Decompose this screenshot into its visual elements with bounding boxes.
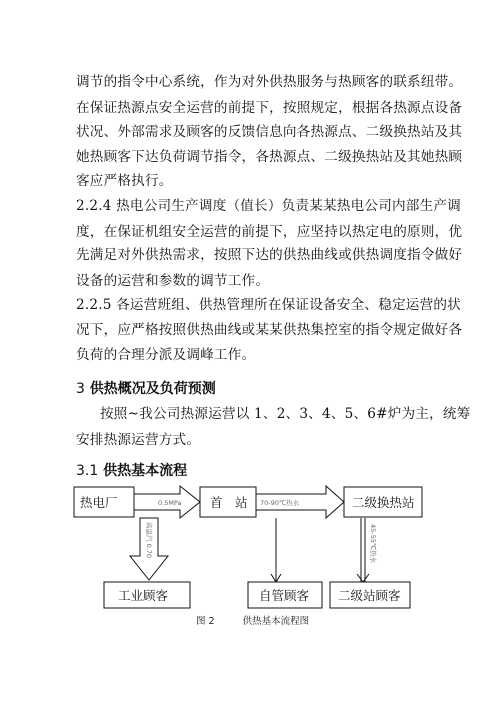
figure-title: 供热基本流程图 xyxy=(242,616,310,627)
paragraph-line: 安排热源运营方式。 xyxy=(76,432,201,448)
paragraph-line: 负荷的合理分派及调峰工作。 xyxy=(76,347,256,363)
paragraph-line: 状况、外部需求及顾客的反馈信息向各热源点、二级换热站及其 xyxy=(76,124,463,140)
paragraph-line: 先满足对外供热需求，按照下达的供热曲线或供热调度指令做好 xyxy=(76,247,463,263)
paragraph-line: 按照~我公司热源运营以 1、2、3、4、5、6#炉为主，统筹 xyxy=(100,406,471,422)
paragraph-line: 调节的指令中心系统，作为对外供热服务与热顾客的联系纽带。 xyxy=(76,74,463,90)
section-3-heading xyxy=(76,378,216,398)
section-number: 3 xyxy=(76,381,85,397)
label-plant-to-head: 0.5MPa xyxy=(158,499,182,507)
heating-flow-diagram xyxy=(60,478,440,610)
node-plant: 热电厂 xyxy=(80,495,118,510)
section-title: 供热概况及负荷预测 xyxy=(89,381,216,397)
arrow-secondary-to-customers xyxy=(361,518,365,582)
paragraph-line: 设备的运营和参数的调节工作。 xyxy=(76,273,270,289)
label-secondary-to-customers: 45-55℃热水 xyxy=(369,524,377,564)
label-head-to-secondary: 70-90℃热水 xyxy=(260,499,300,507)
paragraph-line: 客应严格执行。 xyxy=(76,173,173,189)
paragraph-line: 况下，应严格按照供热曲线或某某供热集控室的指令规定做好各 xyxy=(76,322,463,338)
section-3-1-heading xyxy=(76,460,187,480)
section-number: 3.1 xyxy=(76,463,99,479)
paragraph-line: 2.2.4 热电公司生产调度（值长）负责某某热电公司内部生产调 xyxy=(76,198,461,214)
paragraph-line: 2.2.5 各运营班组、供热管理所在保证设备安全、稳定运营的状 xyxy=(76,297,461,313)
figure-caption xyxy=(196,613,309,627)
node-secondary-customers: 二级站顾客 xyxy=(338,588,401,603)
label-plant-to-industrial: 高温汽 0.70 xyxy=(145,522,153,559)
arrow-secondary-to-customers-tip xyxy=(357,574,369,582)
node-self-managed: 自管顾客 xyxy=(259,588,310,603)
node-industrial: 工业顾客 xyxy=(118,588,169,603)
section-title: 供热基本流程 xyxy=(103,463,188,479)
paragraph-line: 她热顾客下达负荷调节指令，各热源点、二级换热站及其她热顾 xyxy=(76,149,463,165)
node-secondary-station: 二级换热站 xyxy=(352,495,415,510)
paragraph-line: 在保证热源点安全运营的前提下，按照规定，根据各热源点设备 xyxy=(76,100,463,116)
node-head-station: 首 站 xyxy=(210,495,248,510)
paragraph-line: 度，在保证机组安全运营的前提下，应坚持以热定电的原则，优 xyxy=(76,224,463,240)
figure-number: 图 2 xyxy=(196,616,215,627)
